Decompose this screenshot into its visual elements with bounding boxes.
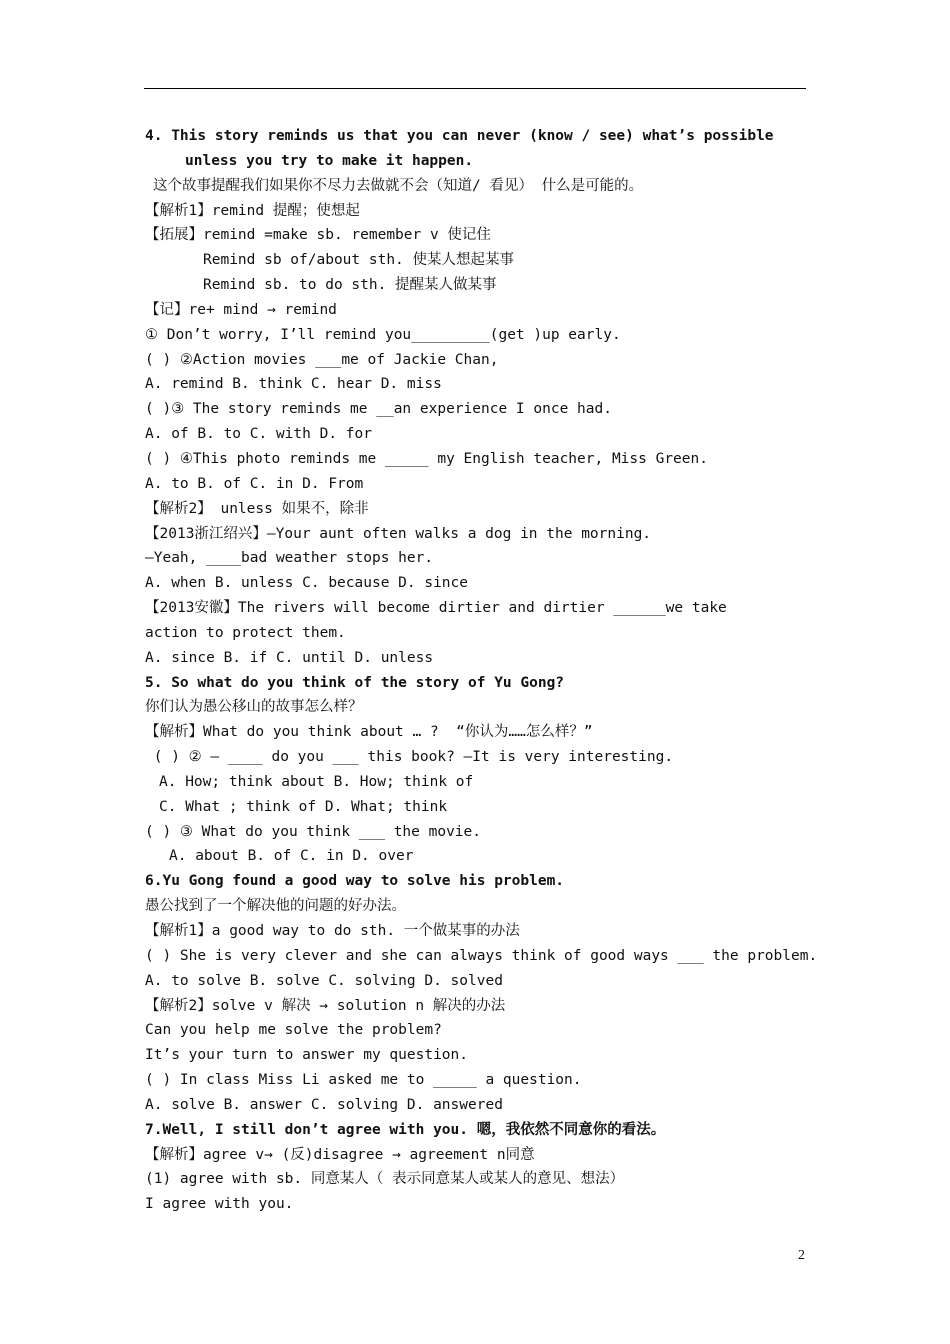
text-line: A. to B. of C. in D. From — [145, 475, 364, 492]
text-line: 【记】re+ mind → remind — [145, 301, 337, 318]
text-line: It’s your turn to answer my question. — [145, 1047, 469, 1064]
text-line: 【解析】agree v→ (反)disagree → agreement n同意 — [145, 1146, 535, 1163]
text-line: 6.Yu Gong found a good way to solve his problem. — [145, 873, 565, 890]
text-line: unless you try to make it happen. — [185, 152, 474, 169]
text-line: 4. This story reminds us that you can never (know / see) what’s possible — [145, 128, 774, 144]
text-line: A. How; think about B. How; think of — [159, 773, 474, 790]
text-line: A. solve B. answer C. solving D. answered — [145, 1096, 503, 1113]
text-line: A. since B. if C. until D. unless — [145, 649, 434, 666]
text-line: ① Don’t worry, I’ll remind you_________(get )up early. — [145, 326, 621, 343]
text-line: ( ) ③ What do you think ___ the movie. — [145, 823, 481, 840]
text-line: 这个故事提醒我们如果你不尽力去做就不会（知道/ 看见） 什么是可能的。 — [153, 177, 644, 194]
document-body — [145, 124, 825, 1217]
text-line: 【2013浙江绍兴】—Your aunt often walks a dog in the morning. — [145, 525, 652, 542]
text-line: 【解析1】remind 提醒；使想起 — [145, 202, 360, 219]
text-line: A. remind B. think C. hear D. miss — [145, 376, 442, 393]
text-line: action to protect them. — [145, 624, 346, 641]
text-line: A. to solve B. solve C. solving D. solved — [145, 972, 503, 989]
text-line: ( ) She is very clever and she can always think of good ways ___ the problem. — [145, 947, 818, 964]
text-line: ( ) In class Miss Li asked me to _____ a question. — [145, 1072, 582, 1089]
text-line: C. What ; think of D. What; think — [159, 798, 448, 815]
text-line: 你们认为愚公移山的故事怎么样？ — [145, 699, 363, 716]
text-line: ( ) ④This photo reminds me _____ my English teacher, Miss Green. — [145, 450, 708, 467]
text-line: 7.Well, I still don’t agree with you. 嗯，我依然不同意你的看法。 — [145, 1121, 666, 1138]
text-line: 【2013安徽】The rivers will become dirtier and dirtier ______we take — [145, 600, 727, 617]
text-line: Remind sb of/about sth. 使某人想起某事 — [203, 252, 515, 269]
text-line: ( )③ The story reminds me __an experience I once had. — [145, 401, 612, 418]
text-line: 【解析2】 unless 如果不，除非 — [145, 500, 369, 517]
text-line: 【解析1】a good way to do sth. 一个做某事的办法 — [145, 923, 520, 939]
text-line: ( ) ② — ____ do you ___ this book? —It is very interesting. — [145, 749, 674, 766]
text-line: A. of B. to C. with D. for — [145, 426, 372, 443]
text-line: ( ) ②Action movies ___me of Jackie Chan, — [145, 351, 499, 368]
text-line: A. when B. unless C. because D. since — [145, 575, 469, 592]
text-line: 【拓展】remind =make sb. remember v 使记住 — [145, 227, 491, 244]
text-line: 5. So what do you think of the story of Yu Gong? — [145, 674, 565, 691]
text-line: —Yeah, ____bad weather stops her. — [145, 550, 434, 567]
text-line: A. about B. of C. in D. over — [169, 848, 414, 865]
text-line: 【解析】What do you think about … ? “你认为……怎么样？” — [145, 724, 593, 741]
text-line: (1) agree with sb. 同意某人（ 表示同意某人或某人的意见、想法） — [145, 1171, 625, 1188]
header-rule — [144, 88, 806, 89]
page-number: 2 — [798, 1248, 805, 1263]
text-line: 【解析2】solve v 解决 → solution n 解决的办法 — [145, 997, 506, 1014]
text-line: 愚公找到了一个解决他的问题的好办法。 — [145, 898, 406, 915]
text-line: Remind sb. to do sth. 提醒某人做某事 — [203, 277, 497, 294]
text-line: I agree with you. — [145, 1196, 294, 1213]
text-line: Can you help me solve the problem? — [145, 1022, 442, 1039]
